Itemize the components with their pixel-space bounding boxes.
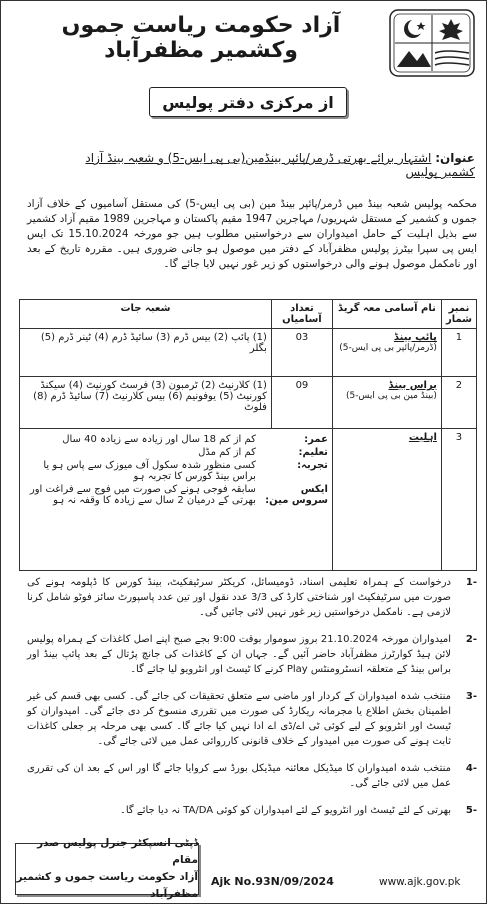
condition-text: منتخب شدہ امیدواران کا میڈیکل معائنہ میڈیکل بورڈ سے کروایا جائے گا اور اس کے بعد ان کی تقرری عمل میں لائی جائے گی۔ (27, 763, 451, 789)
eligibility-key: تجربہ: (297, 460, 328, 471)
row-post (332, 429, 441, 571)
eligibility-age (24, 434, 328, 445)
eligibility-education (24, 447, 328, 458)
subject-text: اشتہار برائے بھرتی ڈرمر/پائپر بینڈمین(بی پی ایس-5) و شعبہ بینڈ آزاد کشمیر پولیس (85, 151, 475, 179)
row-no: 3 (441, 429, 476, 571)
table-row (20, 377, 477, 429)
post-scale: (ڈرمر/پائپر بی پی ایس-5) (339, 343, 437, 353)
eligibility-key: عمر: (304, 434, 328, 445)
eligibility-value: کسی منظور شدہ سکول آف میوزک سے پاس ہو یا براس بینڈ کورس کا تجربہ ہو (43, 460, 256, 482)
header-discipline: شعبہ جات (20, 300, 272, 329)
eligibility-key: تعلیم: (298, 447, 328, 458)
condition-number: -2 (465, 634, 477, 645)
subject-line (71, 151, 475, 179)
condition-text-b: نہ دیا جائے گا۔ (120, 805, 184, 816)
interview-time: 9:00 (213, 634, 236, 645)
condition-text-b: بروز سوموار بوقت (235, 634, 321, 645)
tada-word: TA/DA (183, 805, 214, 816)
table-row (20, 429, 477, 571)
row-count: 09 (271, 377, 332, 429)
header-no: نمبر شمار (441, 300, 476, 329)
header-count: تعداد آسامیاں (271, 300, 332, 329)
condition-text: درخواست کے ہمراہ تعلیمی اسناد، ڈومیسائل، کریکٹر سرٹیفکیٹ، بینڈ کورس کا ڈپلومہ ہونے کی صورت میں سرٹیفکیٹ اور شناختی کارڈ کی 3/3 عدد نقول اور تین عدد پاسپورٹ سائز فوٹو شامل کرنا لازمی ہے۔ نامکمل درخواستیں زیر غور نہیں لائی جائیں گی۔ (27, 577, 451, 618)
office-heading: از مرکزی دفتر پولیس (149, 87, 347, 117)
signatory-title: ڈپٹی انسپکٹر جنرل پولیس صدر مقام (37, 837, 198, 866)
row-discipline: (1) پائپ (2) بیس ڈرم (3) سائیڈ ڈرم (4) ٹینر ڈرم (5) بگلر (20, 329, 272, 377)
row-post (332, 377, 441, 429)
condition-text-a: بھرتی کے لئے ٹیسٹ اور انٹرویو کے لئے امیدواران کو کوئی (213, 805, 451, 816)
row-post (332, 329, 441, 377)
website-link[interactable]: www.ajk.gov.pk (379, 876, 461, 888)
eligibility-value: کم از کم 18 سال اور زیادہ سے زیادہ 40 سال (62, 434, 256, 445)
post-scale: (بینڈ مین بی پی ایس-5) (345, 391, 437, 401)
condition-text-d: کرنے کا ٹیسٹ اور انٹرویو لیا جائے گا۔ (130, 664, 287, 675)
row-discipline: (1) کلارنیٹ (2) ٹرمبون (3) فرسٹ کورنیٹ (4) سیکنڈ کورنیٹ (5) یوفونیم (6) بیس کلارنیٹ (7) سائیڈ ڈرم (8) فلوٹ (20, 377, 272, 429)
row-count: 03 (271, 329, 332, 377)
government-title: آزاد حکومت ریاست جموں وکشمیر مظفرآباد (61, 13, 341, 63)
condition-item (27, 803, 477, 818)
table-row (20, 329, 477, 377)
post-name: براس بینڈ (388, 380, 437, 391)
eligibility-value: کم از کم مڈل (198, 447, 256, 458)
signature-box (15, 837, 199, 900)
posts-table (19, 299, 477, 571)
condition-item (27, 689, 477, 749)
subject-label: عنوان: (435, 151, 475, 165)
row-no: 2 (441, 377, 476, 429)
intro-paragraph: محکمہ پولیس شعبہ بینڈ میں ڈرمر/پائپر بینڈ مین (بی پی ایس-5) کی مستقل آسامیوں کے خلاف آزاد جموں و کشمیر کے مستقل شہریوں/ مہاجرین 1947 مقیم پاکستان و مہاجرین 1989 مقیم آزاد کشمیر سے بذیل اہلیت کے حامل امیدواران سے درخواستیں مطلوب ہیں جو مورخہ 15.10.2024 تک ایس ایس پی سپرا بیٹرز پولیس مظفرآباد کے دفتر میں موصول ہو جانی ضروری ہیں۔ مقررہ تاریخ کے بعد اور نامکمل موصول ہونے والی درخواستوں کو زیر غور نہیں لایا جائے گا۔ (27, 198, 477, 270)
ajk-reference-number: Ajk No.93N/09/2024 (211, 875, 334, 888)
play-word: Play (286, 664, 308, 675)
eligibility-value: سابقہ فوجی ہونے کی صورت میں فوج سے فراغت اور بھرتی کے درمیان 2 سال سے زیادہ کا وقفہ نہ ہو (29, 484, 256, 506)
condition-number: -4 (465, 763, 477, 774)
conditions-list (27, 575, 477, 830)
eligibility-cell (20, 429, 333, 571)
eligibility-heading: اہلیت (408, 432, 437, 443)
eligibility-experience (24, 460, 328, 482)
condition-number: -1 (465, 577, 477, 588)
interview-date: 21.10.2024 (320, 634, 379, 645)
eligibility-key: ایکس سروس مین: (265, 484, 328, 506)
condition-item (27, 761, 477, 791)
row-no: 1 (441, 329, 476, 377)
signatory-office: آزاد حکومت ریاست جموں و کشمیر مظفرآباد (16, 871, 198, 900)
condition-item (27, 575, 477, 620)
header-post: نام آسامی معہ گریڈ (332, 300, 441, 329)
condition-item (27, 632, 477, 677)
condition-number: -5 (465, 805, 477, 816)
condition-number: -3 (465, 691, 477, 702)
table-header-row (20, 300, 477, 329)
eligibility-ex-serviceman (24, 484, 328, 506)
post-name: پائپ بینڈ (393, 332, 437, 343)
condition-text-c: بجے صبح اپنے اصل کاغذات کے ہمراہ پولیس لائن ہیڈ کوارٹرز مظفرآباد حاضر آئیں گے۔ جہاں ان کے کاغذات کی جانچ پڑتال کے بعد پائپ بینڈ اور براس بینڈ کے متعلقہ انسٹرومنٹس (27, 634, 451, 675)
ajk-emblem-icon (389, 9, 475, 77)
condition-text-a: امیدواران مورخہ (378, 634, 451, 645)
condition-text: منتخب شدہ امیدواران کے کردار اور ماضی سے متعلق تحقیقات کی جائے گی۔ کسی بھی قسم کی غیر اطمینان بخش اطلاع یا مجرمانہ ریکارڈ کی صورت میں تقرری منسوخ کر دی جائے گی۔ امیدواران کو ٹیسٹ اور انٹرویو کے لیے کوئی ٹی اے/ڈی اے ادا نہیں کیا جائے گا۔ کسی بھی مرحلہ پر جعلی کاغذات ثابت ہونے کی صورت میں امیدوار کے خلاف قانونی کارروائی عمل میں لائی جائے گی۔ (27, 691, 451, 747)
